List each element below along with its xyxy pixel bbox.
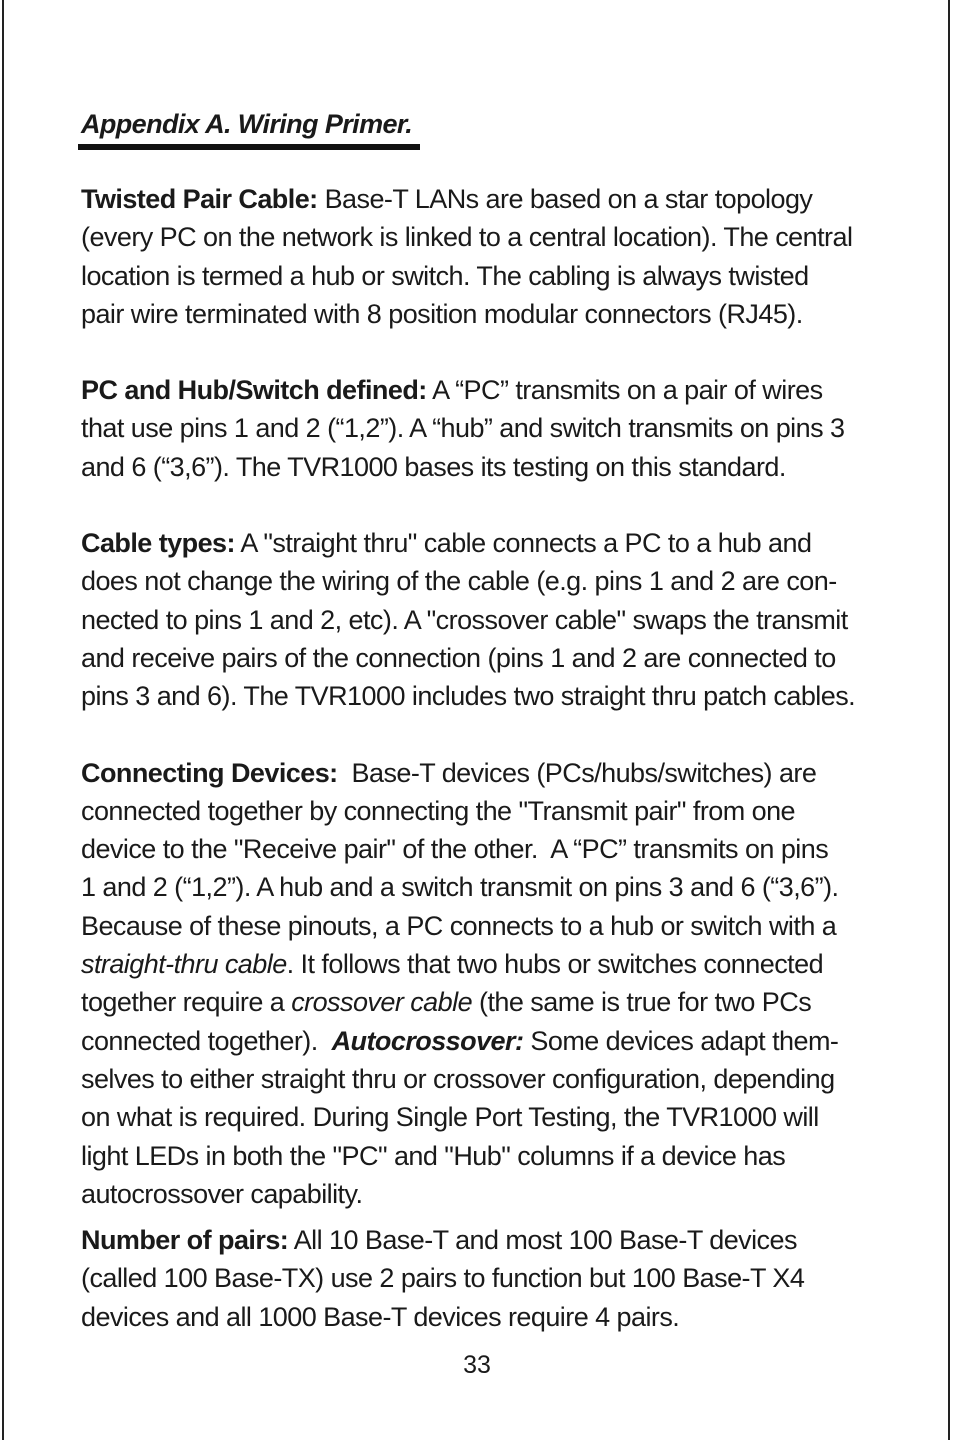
paragraph-line: pair wire terminated with 8 position modular connectors (RJ45). bbox=[81, 298, 803, 329]
paragraph-line: autocrossover capability. bbox=[81, 1178, 363, 1209]
section-pc-hub-defined bbox=[81, 371, 881, 486]
paragraph-line: on what is required. During Single Port Testing, the TVR1000 will bbox=[81, 1102, 819, 1133]
paragraph-line: selves to either straight thru or crossover configuration, depending bbox=[81, 1063, 835, 1094]
paragraph-line: that use pins 1 and 2 (“1,2”). A “hub” and switch transmits on pins 3 bbox=[81, 413, 845, 444]
paragraph-line: pins 3 and 6). The TVR1000 includes two straight thru patch cables. bbox=[81, 681, 856, 712]
paragraph-line: and 6 (“3,6”). The TVR1000 bases its testing on this standard. bbox=[81, 451, 786, 482]
paragraph-line: device to the "Receive pair" of the other. A “PC” transmits on pins bbox=[81, 834, 829, 865]
section-number-of-pairs bbox=[81, 1221, 881, 1336]
paragraph-line: (every PC on the network is linked to a central location). The central bbox=[81, 222, 853, 253]
paragraph-line: and receive pairs of the connection (pins 1 and 2 are connected to bbox=[81, 642, 836, 673]
term-autocrossover: Autocrossover: bbox=[331, 1025, 524, 1056]
emphasis-straight-thru-cable: straight-thru cable bbox=[81, 949, 287, 980]
heading-underline bbox=[78, 144, 420, 150]
page-number: 33 bbox=[463, 1351, 491, 1379]
paragraph-line: Number of pairs: All 10 Base-T and most 100 Base-T devices bbox=[81, 1225, 797, 1256]
paragraph-line: light LEDs in both the "PC" and "Hub" columns if a device has bbox=[81, 1140, 786, 1171]
page-content bbox=[81, 104, 881, 1374]
paragraph-line: straight-thru cable. It follows that two hubs or switches connected bbox=[81, 949, 824, 980]
paragraph-line: PC and Hub/Switch defined: A “PC” transmits on a pair of wires bbox=[81, 375, 823, 406]
appendix-heading: Appendix A. Wiring Primer. bbox=[81, 109, 413, 139]
term-pc-hub: PC and Hub/Switch defined: bbox=[81, 375, 427, 406]
section-connecting-devices bbox=[81, 754, 881, 1214]
paragraph-line: connected together). Autocrossover: Some devices adapt them- bbox=[81, 1025, 839, 1056]
page-border-left bbox=[2, 0, 4, 1440]
paragraph-line: connected together by connecting the "Transmit pair" from one bbox=[81, 795, 796, 826]
paragraph-line: Cable types: A "straight thru" cable connects a PC to a hub and bbox=[81, 528, 812, 559]
paragraph-line: 1 and 2 (“1,2”). A hub and a switch transmit on pins 3 and 6 (“3,6”). bbox=[81, 872, 839, 903]
section-twisted-pair bbox=[81, 180, 881, 333]
paragraph-line: location is termed a hub or switch. The cabling is always twisted bbox=[81, 260, 809, 291]
paragraph-line: together require a crossover cable (the same is true for two PCs bbox=[81, 987, 812, 1018]
emphasis-crossover-cable: crossover cable bbox=[291, 987, 473, 1018]
paragraph-line: Because of these pinouts, a PC connects to a hub or switch with a bbox=[81, 910, 837, 941]
section-cable-types bbox=[81, 524, 881, 715]
term-number-of-pairs: Number of pairs: bbox=[81, 1225, 289, 1256]
term-twisted-pair: Twisted Pair Cable: bbox=[81, 184, 318, 214]
paragraph-line: Twisted Pair Cable: Base-T LANs are based on a star topology bbox=[81, 184, 813, 214]
paragraph-line: (called 100 Base-TX) use 2 pairs to function but 100 Base-T X4 bbox=[81, 1263, 805, 1294]
page-border-right bbox=[948, 0, 950, 1440]
term-connecting-devices: Connecting Devices: bbox=[81, 757, 338, 788]
paragraph-line: Connecting Devices: Base-T devices (PCs/hubs/switches) are bbox=[81, 757, 817, 788]
paragraph-line: does not change the wiring of the cable (e.g. pins 1 and 2 are con- bbox=[81, 566, 837, 597]
paragraph-line: nected to pins 1 and 2, etc). A "crossover cable" swaps the transmit bbox=[81, 604, 848, 635]
term-cable-types: Cable types: bbox=[81, 528, 235, 559]
paragraph-line: devices and all 1000 Base-T devices require 4 pairs. bbox=[81, 1301, 680, 1332]
